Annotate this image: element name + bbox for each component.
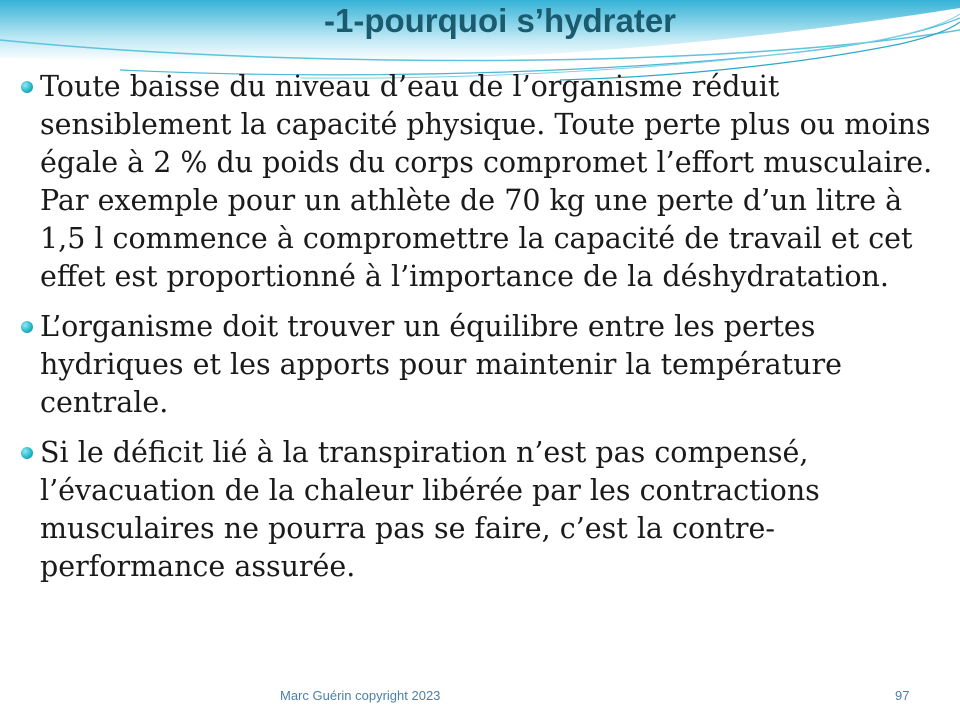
bullet-text: Toute baisse du niveau d’eau de l’organisme réduit sensiblement la capacité physique. Toute perte plus ou moins égale à 2 % du poids du corps compromet l’effort musculaire. Par exemple pour un athlète de 70 kg une perte d’un litre à 1,5 l commence à compromettre la capacité de travail et cet effet est proportionné à l’importance de la déshydratation.: [40, 70, 933, 293]
bullet-dot-icon: [21, 321, 33, 333]
bullet-dot-icon: [21, 447, 33, 459]
bullet-text: Si le déficit lié à la transpiration n’est pas compensé, l’évacuation de la chaleur libérée par les contractions musculaires ne pourra pas se faire, c’est la contre-performance assurée.: [40, 436, 820, 583]
bullet-dot-icon: [21, 81, 33, 93]
bullet-text: L’organisme doit trouver un équilibre entre les pertes hydriques et les apports pour maintenir la température centrale.: [40, 310, 842, 419]
footer-copyright: Marc Guérin copyright 2023: [280, 688, 441, 703]
bullet-item: [20, 434, 940, 586]
bullet-item: [20, 308, 940, 422]
page-number: 97: [895, 688, 910, 703]
bullet-list: [20, 68, 940, 598]
bullet-item: [20, 68, 940, 296]
slide-title: -1-pourquoi s’hydrater: [323, 2, 677, 39]
